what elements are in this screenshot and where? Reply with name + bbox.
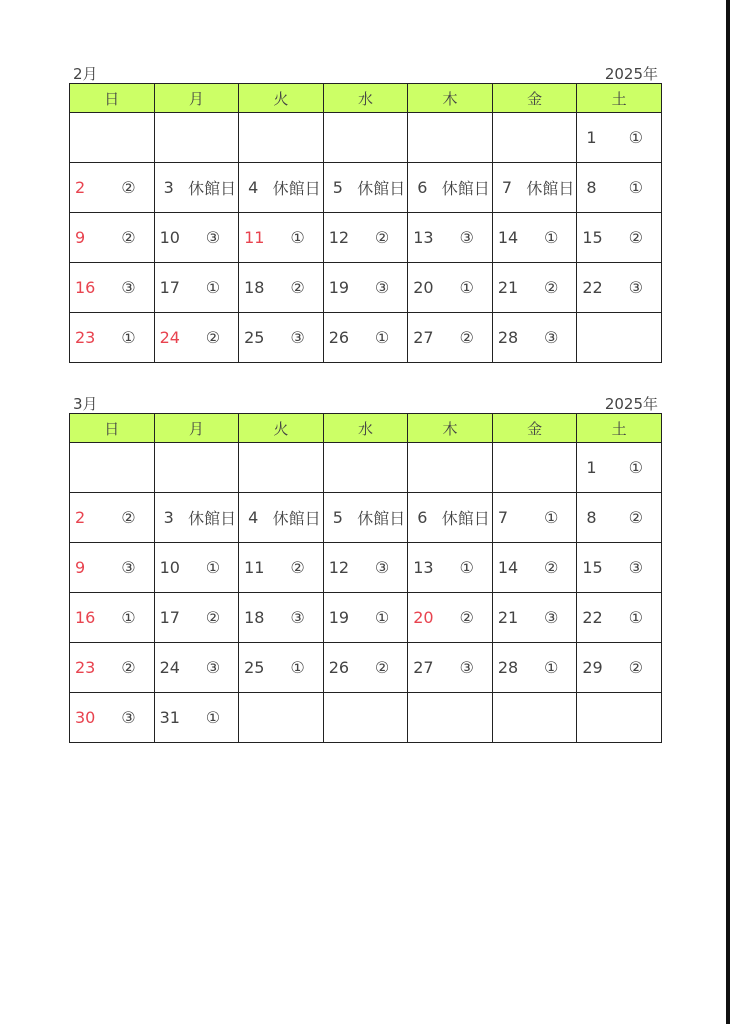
day-number: 3 — [163, 178, 174, 197]
day-cell — [323, 263, 408, 313]
weekday-header-row — [70, 414, 662, 443]
day-number: 27 — [413, 328, 434, 347]
schedule-mark: ① — [544, 228, 559, 247]
day-cell — [154, 543, 239, 593]
day-cell — [239, 543, 324, 593]
schedule-mark: ① — [628, 608, 643, 627]
calendar-march — [69, 393, 662, 743]
day-number: 18 — [244, 608, 265, 627]
schedule-mark: ① — [544, 508, 559, 527]
schedule-mark: ③ — [544, 608, 559, 627]
day-number: 22 — [582, 278, 603, 297]
year-label: 2025年 — [604, 395, 658, 413]
schedule-mark: ① — [628, 128, 643, 147]
weekday-header: 火 — [239, 84, 324, 113]
week-row — [70, 493, 662, 543]
schedule-mark: ② — [121, 228, 136, 247]
schedule-mark: ① — [205, 278, 221, 297]
closed-label: 休館日 — [441, 179, 490, 198]
schedule-mark: ① — [459, 558, 474, 577]
weekday-header: 金 — [492, 414, 577, 443]
day-number: 16 — [75, 608, 96, 627]
calendar-february — [69, 63, 662, 363]
empty-day-cell — [323, 113, 408, 163]
schedule-mark: ② — [459, 328, 474, 347]
weekday-header: 月 — [154, 414, 239, 443]
day-cell — [154, 263, 239, 313]
weekday-header: 土 — [577, 414, 662, 443]
day-number: 5 — [332, 178, 343, 197]
day-number: 8 — [586, 178, 597, 197]
week-row — [70, 263, 662, 313]
weekday-header: 日 — [70, 414, 155, 443]
day-number: 15 — [582, 558, 603, 577]
day-cell — [577, 543, 662, 593]
schedule-mark: ③ — [374, 278, 390, 297]
day-cell — [70, 313, 155, 363]
day-number: 28 — [497, 658, 519, 677]
day-number: 21 — [497, 608, 519, 627]
schedule-mark: ② — [628, 228, 643, 247]
day-number: 11 — [244, 228, 265, 247]
closed-label: 休館日 — [272, 179, 321, 198]
day-cell — [492, 593, 577, 643]
day-number: 10 — [159, 558, 180, 577]
weekday-header-row — [70, 84, 662, 113]
calendar-body — [70, 113, 662, 363]
schedule-mark: ③ — [121, 278, 136, 297]
day-number: 31 — [159, 708, 180, 727]
day-cell — [323, 593, 408, 643]
day-cell — [408, 263, 493, 313]
day-cell — [323, 493, 408, 543]
day-cell — [154, 213, 239, 263]
closed-label: 休館日 — [188, 179, 237, 198]
day-number: 17 — [159, 278, 180, 297]
week-row — [70, 213, 662, 263]
day-number: 14 — [497, 558, 519, 577]
day-number: 29 — [582, 658, 603, 677]
weekday-header: 火 — [239, 414, 324, 443]
schedule-mark: ② — [374, 658, 390, 677]
schedule-mark: ① — [628, 178, 643, 197]
day-cell — [70, 593, 155, 643]
day-number: 1 — [586, 128, 597, 147]
schedule-mark: ③ — [628, 558, 643, 577]
day-cell — [492, 163, 577, 213]
day-cell — [492, 263, 577, 313]
day-cell — [70, 163, 155, 213]
day-number: 15 — [582, 228, 603, 247]
weekday-header: 水 — [323, 414, 408, 443]
day-number: 19 — [328, 278, 350, 297]
calendar-body — [70, 443, 662, 743]
empty-day-cell — [70, 113, 155, 163]
empty-day-cell — [239, 113, 324, 163]
day-cell — [577, 213, 662, 263]
day-cell — [577, 443, 662, 493]
schedule-mark: ② — [374, 228, 390, 247]
schedule-mark: ① — [290, 658, 305, 677]
day-number: 26 — [328, 658, 350, 677]
day-cell — [154, 163, 239, 213]
day-number: 17 — [159, 608, 180, 627]
weekday-header: 土 — [577, 84, 662, 113]
empty-day-cell — [492, 693, 577, 743]
day-cell — [239, 263, 324, 313]
closed-label: 休館日 — [188, 509, 237, 528]
day-number: 24 — [159, 328, 180, 347]
day-number: 18 — [244, 278, 265, 297]
day-cell — [154, 313, 239, 363]
day-cell — [70, 643, 155, 693]
day-number: 25 — [244, 328, 265, 347]
empty-day-cell — [408, 443, 493, 493]
week-row — [70, 643, 662, 693]
day-number: 28 — [497, 328, 519, 347]
day-cell — [154, 643, 239, 693]
day-number: 25 — [244, 658, 265, 677]
day-cell — [408, 493, 493, 543]
day-number: 23 — [75, 328, 96, 347]
day-cell — [408, 543, 493, 593]
day-number: 23 — [75, 658, 96, 677]
day-cell — [70, 493, 155, 543]
empty-day-cell — [577, 693, 662, 743]
schedule-mark: ③ — [121, 708, 136, 727]
weekday-header: 日 — [70, 84, 155, 113]
day-cell — [154, 493, 239, 543]
empty-day-cell — [323, 693, 408, 743]
schedule-mark: ③ — [205, 658, 221, 677]
schedule-mark: ② — [628, 508, 643, 527]
day-cell — [492, 543, 577, 593]
day-cell — [239, 593, 324, 643]
schedule-mark: ② — [290, 558, 305, 577]
day-cell — [577, 593, 662, 643]
weekday-header: 金 — [492, 84, 577, 113]
day-number: 6 — [417, 178, 428, 197]
calendar-header — [69, 393, 662, 413]
day-number: 1 — [586, 458, 597, 477]
day-cell — [492, 213, 577, 263]
closed-label: 休館日 — [357, 179, 406, 198]
weekday-header: 木 — [408, 84, 493, 113]
empty-day-cell — [408, 113, 493, 163]
day-cell — [323, 313, 408, 363]
day-cell — [408, 313, 493, 363]
empty-day-cell — [154, 113, 239, 163]
day-cell — [323, 543, 408, 593]
schedule-mark: ② — [290, 278, 305, 297]
week-row — [70, 113, 662, 163]
day-number: 12 — [328, 558, 350, 577]
day-cell — [492, 643, 577, 693]
weekday-header: 木 — [408, 414, 493, 443]
day-number: 16 — [75, 278, 96, 297]
day-number: 6 — [417, 508, 428, 527]
schedule-mark: ① — [374, 328, 390, 347]
schedule-mark: ① — [544, 658, 559, 677]
day-number: 20 — [413, 608, 434, 627]
schedule-mark: ① — [290, 228, 305, 247]
schedule-mark: ② — [121, 658, 136, 677]
day-cell — [577, 163, 662, 213]
day-number: 27 — [413, 658, 434, 677]
day-number: 2 — [75, 178, 86, 197]
day-number: 13 — [413, 228, 434, 247]
schedule-mark: ② — [544, 558, 559, 577]
day-cell — [239, 213, 324, 263]
day-cell — [70, 693, 155, 743]
day-cell — [577, 263, 662, 313]
day-cell — [70, 213, 155, 263]
closed-label: 休館日 — [441, 509, 490, 528]
day-cell — [323, 163, 408, 213]
day-cell — [239, 643, 324, 693]
week-row — [70, 443, 662, 493]
day-number: 14 — [497, 228, 519, 247]
week-row — [70, 313, 662, 363]
schedule-mark: ① — [374, 608, 390, 627]
schedule-mark: ③ — [290, 328, 305, 347]
empty-day-cell — [492, 443, 577, 493]
week-row — [70, 593, 662, 643]
calendar-header — [69, 63, 662, 83]
day-number: 13 — [413, 558, 434, 577]
page-edge — [726, 0, 730, 1024]
schedule-mark: ③ — [459, 658, 474, 677]
day-cell — [408, 213, 493, 263]
schedule-mark: ② — [121, 178, 136, 197]
closed-label: 休館日 — [526, 179, 575, 198]
schedule-mark: ① — [628, 458, 643, 477]
empty-day-cell — [492, 113, 577, 163]
day-cell — [323, 213, 408, 263]
day-number: 21 — [497, 278, 519, 297]
schedule-mark: ② — [459, 608, 474, 627]
schedule-mark: ① — [121, 328, 136, 347]
schedule-mark: ③ — [121, 558, 136, 577]
schedule-mark: ② — [205, 328, 221, 347]
weekday-header: 水 — [323, 84, 408, 113]
year-label: 2025年 — [604, 65, 658, 83]
day-cell — [408, 643, 493, 693]
day-cell — [492, 313, 577, 363]
day-number: 7 — [497, 508, 508, 527]
day-cell — [154, 693, 239, 743]
day-cell — [154, 593, 239, 643]
day-cell — [577, 113, 662, 163]
day-number: 11 — [244, 558, 265, 577]
day-number: 24 — [159, 658, 180, 677]
schedule-mark: ③ — [374, 558, 390, 577]
schedule-mark: ② — [121, 508, 136, 527]
day-number: 22 — [582, 608, 603, 627]
schedule-mark: ③ — [205, 228, 221, 247]
closed-label: 休館日 — [357, 509, 406, 528]
schedule-mark: ① — [205, 558, 221, 577]
day-number: 26 — [328, 328, 350, 347]
day-cell — [577, 493, 662, 543]
schedule-mark: ② — [628, 658, 643, 677]
day-cell — [70, 543, 155, 593]
empty-day-cell — [577, 313, 662, 363]
day-cell — [408, 163, 493, 213]
day-number: 10 — [159, 228, 180, 247]
empty-day-cell — [239, 693, 324, 743]
schedule-mark: ① — [459, 278, 474, 297]
empty-day-cell — [239, 443, 324, 493]
day-number: 19 — [328, 608, 350, 627]
day-cell — [323, 643, 408, 693]
week-row — [70, 543, 662, 593]
day-cell — [492, 493, 577, 543]
week-row — [70, 693, 662, 743]
day-cell — [239, 493, 324, 543]
day-number: 9 — [75, 228, 86, 247]
schedule-mark: ② — [205, 608, 221, 627]
day-number: 4 — [248, 178, 259, 197]
schedule-mark: ③ — [628, 278, 643, 297]
day-number: 4 — [248, 508, 259, 527]
week-row — [70, 163, 662, 213]
day-number: 9 — [75, 558, 86, 577]
schedule-mark: ③ — [544, 328, 559, 347]
calendar-table — [69, 83, 662, 363]
empty-day-cell — [408, 693, 493, 743]
day-number: 2 — [75, 508, 86, 527]
schedule-mark: ③ — [459, 228, 474, 247]
schedule-mark: ① — [205, 708, 221, 727]
empty-day-cell — [70, 443, 155, 493]
day-number: 5 — [332, 508, 343, 527]
month-label: 2月 — [73, 65, 98, 83]
schedule-mark: ① — [121, 608, 136, 627]
weekday-header: 月 — [154, 84, 239, 113]
day-number: 3 — [163, 508, 174, 527]
day-cell — [239, 313, 324, 363]
empty-day-cell — [154, 443, 239, 493]
day-number: 12 — [328, 228, 350, 247]
schedule-mark: ③ — [290, 608, 305, 627]
day-number: 7 — [501, 178, 512, 197]
day-cell — [239, 163, 324, 213]
closed-label: 休館日 — [272, 509, 321, 528]
day-cell — [408, 593, 493, 643]
day-cell — [70, 263, 155, 313]
day-number: 20 — [413, 278, 434, 297]
calendar-table — [69, 413, 662, 743]
month-label: 3月 — [73, 395, 98, 413]
day-number: 30 — [75, 708, 96, 727]
day-number: 8 — [586, 508, 597, 527]
empty-day-cell — [323, 443, 408, 493]
schedule-mark: ② — [544, 278, 559, 297]
day-cell — [577, 643, 662, 693]
